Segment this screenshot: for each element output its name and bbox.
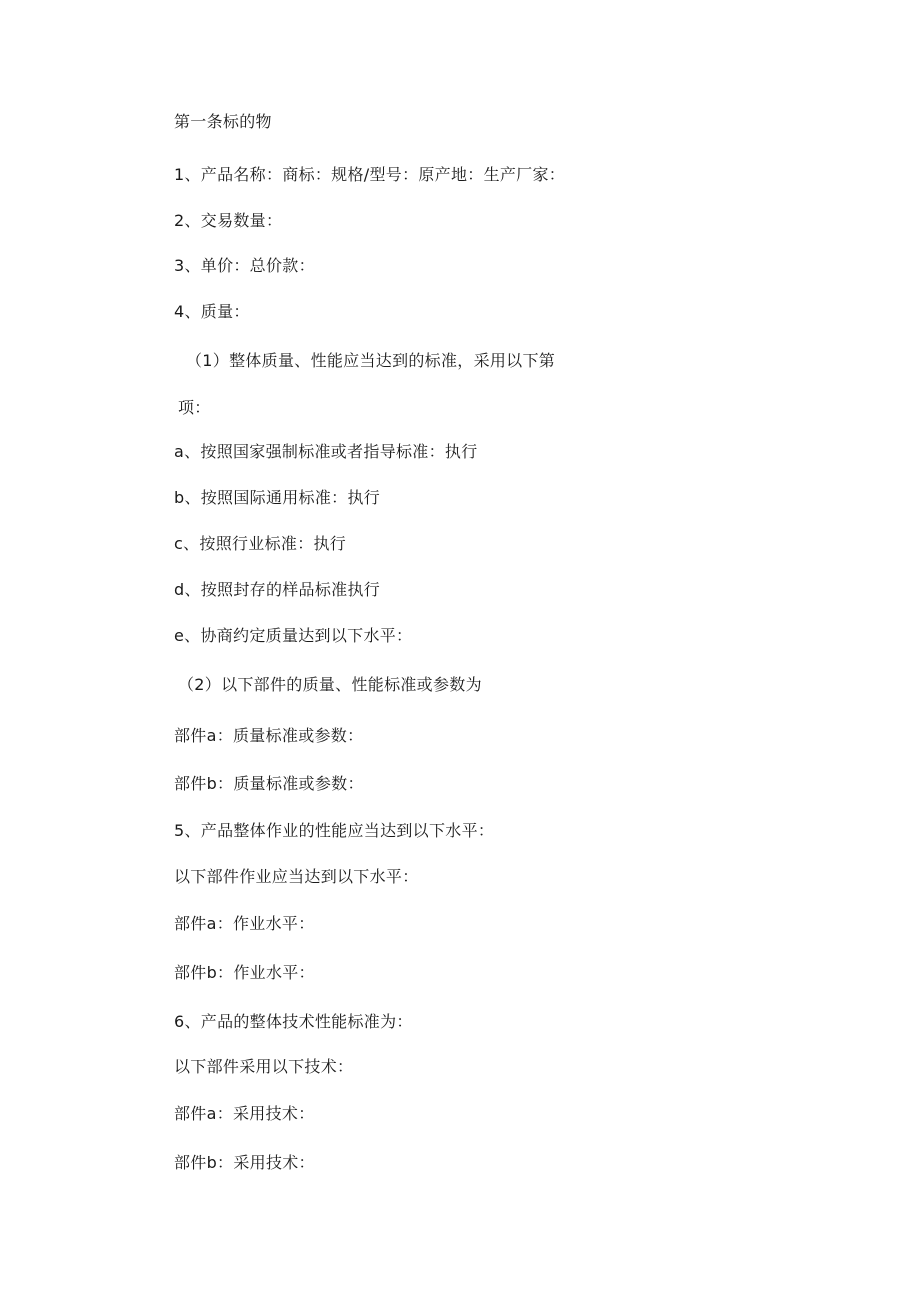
- clause-product-name: 1、产品名称：商标：规格/型号：原产地：生产厂家：: [174, 165, 566, 184]
- parts-technology-heading: 以下部件采用以下技术：: [174, 1057, 354, 1076]
- option-c: c、按照行业标准：执行: [174, 534, 347, 553]
- clause-price: 3、单价：总价款：: [174, 256, 315, 275]
- part-b-quality: 部件b：质量标准或参数：: [174, 774, 364, 793]
- clause-technology: 6、产品的整体技术性能标准为：: [174, 1012, 413, 1031]
- part-a-technology: 部件a：采用技术：: [174, 1104, 315, 1123]
- part-a-performance: 部件a：作业水平：: [174, 914, 315, 933]
- option-d: d、按照封存的样品标准执行: [174, 580, 381, 599]
- parts-performance-heading: 以下部件作业应当达到以下水平：: [174, 867, 419, 886]
- part-a-quality: 部件a：质量标准或参数：: [174, 726, 364, 745]
- option-e: e、协商约定质量达到以下水平：: [174, 626, 413, 645]
- clause-performance: 5、产品整体作业的性能应当达到以下水平：: [174, 821, 495, 840]
- subclause-overall-standard-continued: 项：: [178, 398, 211, 417]
- subclause-overall-standard: （1）整体质量、性能应当达到的标准，采用以下第: [186, 351, 556, 370]
- clause-quantity: 2、交易数量：: [174, 211, 283, 230]
- part-b-technology: 部件b：采用技术：: [174, 1153, 315, 1172]
- option-b: b、按照国际通用标准：执行: [174, 488, 381, 507]
- clause-quality: 4、质量：: [174, 302, 250, 321]
- section-heading: 第一条标的物: [174, 112, 272, 131]
- part-b-performance: 部件b：作业水平：: [174, 963, 315, 982]
- option-a: a、按照国家强制标准或者指导标准：执行: [174, 442, 478, 461]
- subclause-parts-standard: （2）以下部件的质量、性能标准或参数为: [178, 675, 482, 694]
